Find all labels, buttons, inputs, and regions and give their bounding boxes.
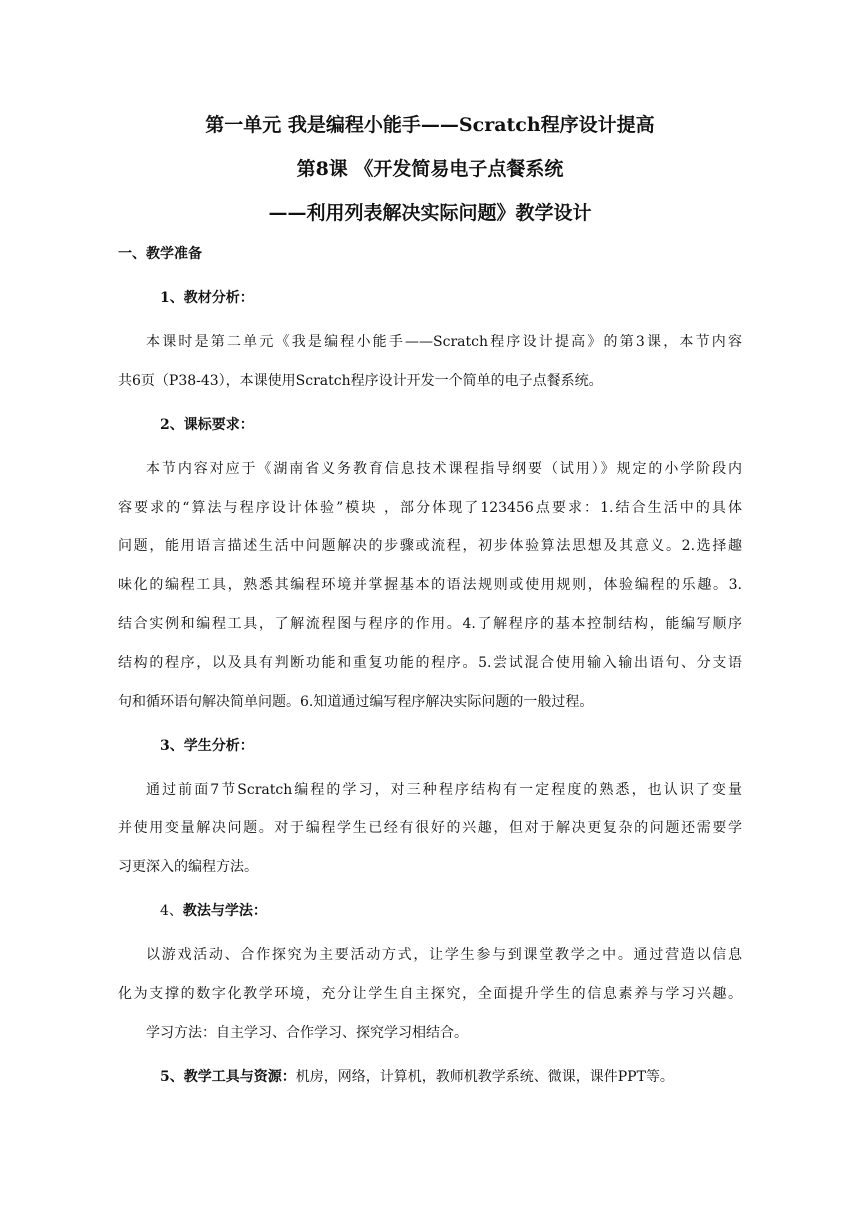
- paragraph-line: 共6页（P38-43），本课使用Scratch程序设计开发一个简单的电子点餐系统。: [118, 372, 603, 389]
- paragraph-line: 习更深入的编程方法。: [118, 859, 258, 876]
- document-body: [118, 240, 742, 1107]
- paragraph-line: 结合实例和编程工具，了解流程图与程序的作用。4.了解程序的基本控制结构，能编写顺序: [118, 615, 742, 632]
- paragraph-curriculum-requirements: [118, 455, 742, 716]
- document-title-block: [0, 112, 860, 226]
- subsection-number: 4、: [160, 903, 183, 920]
- subsection-heading-teaching-methods: [160, 897, 742, 925]
- subsection-label: 教材分析：: [183, 290, 254, 306]
- subsection-number: 3、: [160, 737, 184, 754]
- lesson-title: 第8课 《开发简易电子点餐系统: [296, 158, 564, 180]
- study-method-line: 学习方法：自主学习、合作学习、探究学习相结合。: [146, 1024, 468, 1041]
- paragraph-student-analysis: [118, 776, 742, 882]
- paragraph-line: 本节内容对应于《湖南省义务教育信息技术课程指导纲要（试用）》规定的小学阶段内: [146, 460, 742, 477]
- subsection-heading-student-analysis: [160, 732, 742, 760]
- subsection-label: 学生分析：: [183, 737, 254, 754]
- paragraph-line: 味化的编程工具，熟悉其编程环境并掌握基本的语法规则或使用规则，体验编程的乐趣。3.: [118, 577, 742, 594]
- subsection-number: 2、: [160, 416, 184, 433]
- subsection-number: 5、: [160, 1068, 184, 1085]
- subsection-number: 1、: [160, 290, 184, 306]
- unit-title: 第一单元 我是编程小能手——Scratch程序设计提高: [205, 114, 655, 136]
- paragraph-teaching-methods: [118, 941, 742, 1047]
- subsection-label: 教学工具与资源：: [183, 1068, 296, 1085]
- paragraph-line: 问题，能用语言描述生活中问题解决的步骤或流程，初步体验算法思想及其意义。2.选择趣: [118, 538, 742, 555]
- subsection-heading-teaching-tools: [160, 1063, 742, 1091]
- teaching-tools-text: 机房，网络，计算机，教师机教学系统、微课，课件PPT等。: [295, 1068, 674, 1085]
- paragraph-line: 本课时是第二单元《我是编程小能手——Scratch程序设计提高》的第3课，本节内容: [146, 334, 742, 350]
- subsection-heading-curriculum-requirements: [160, 411, 742, 439]
- paragraph-line: 句和循环语句解决简单问题。6.知道通过编写程序解决实际问题的一般过程。: [118, 693, 594, 710]
- subsection-label: 课标要求：: [183, 416, 254, 433]
- subsection-label: 教法与学法：: [182, 903, 267, 920]
- paragraph-line: 化为支撑的数字化教学环境，充分让学生自主探究，全面提升学生的信息素养与学习兴趣。: [118, 985, 742, 1002]
- paragraph-line: 并使用变量解决问题。对于编程学生已经有很好的兴趣，但对于解决更复杂的问题还需要学: [118, 820, 742, 837]
- paragraph-line: 以游戏活动、合作探究为主要活动方式，让学生参与到课堂教学之中。通过营造以信息: [146, 947, 742, 964]
- paragraph-line: 容要求的“算法与程序设计体验”模块 ，部分体现了123456点要求：1.结合生活中的具体: [118, 499, 742, 516]
- lesson-subtitle: ——利用列表解决实际问题》教学设计: [268, 202, 592, 224]
- paragraph-line: 通过前面7节Scratch编程的学习，对三种程序结构有一定程度的熟悉，也认识了变量: [146, 781, 742, 798]
- subsection-heading-textbook-analysis: [160, 284, 742, 312]
- paragraph-textbook-analysis: [118, 328, 742, 395]
- paragraph-line: 结构的程序，以及具有判断功能和重复功能的程序。5.尝试混合使用输入输出语句、分支语: [118, 654, 742, 671]
- section-heading-teaching-preparation: 一、教学准备: [118, 246, 202, 262]
